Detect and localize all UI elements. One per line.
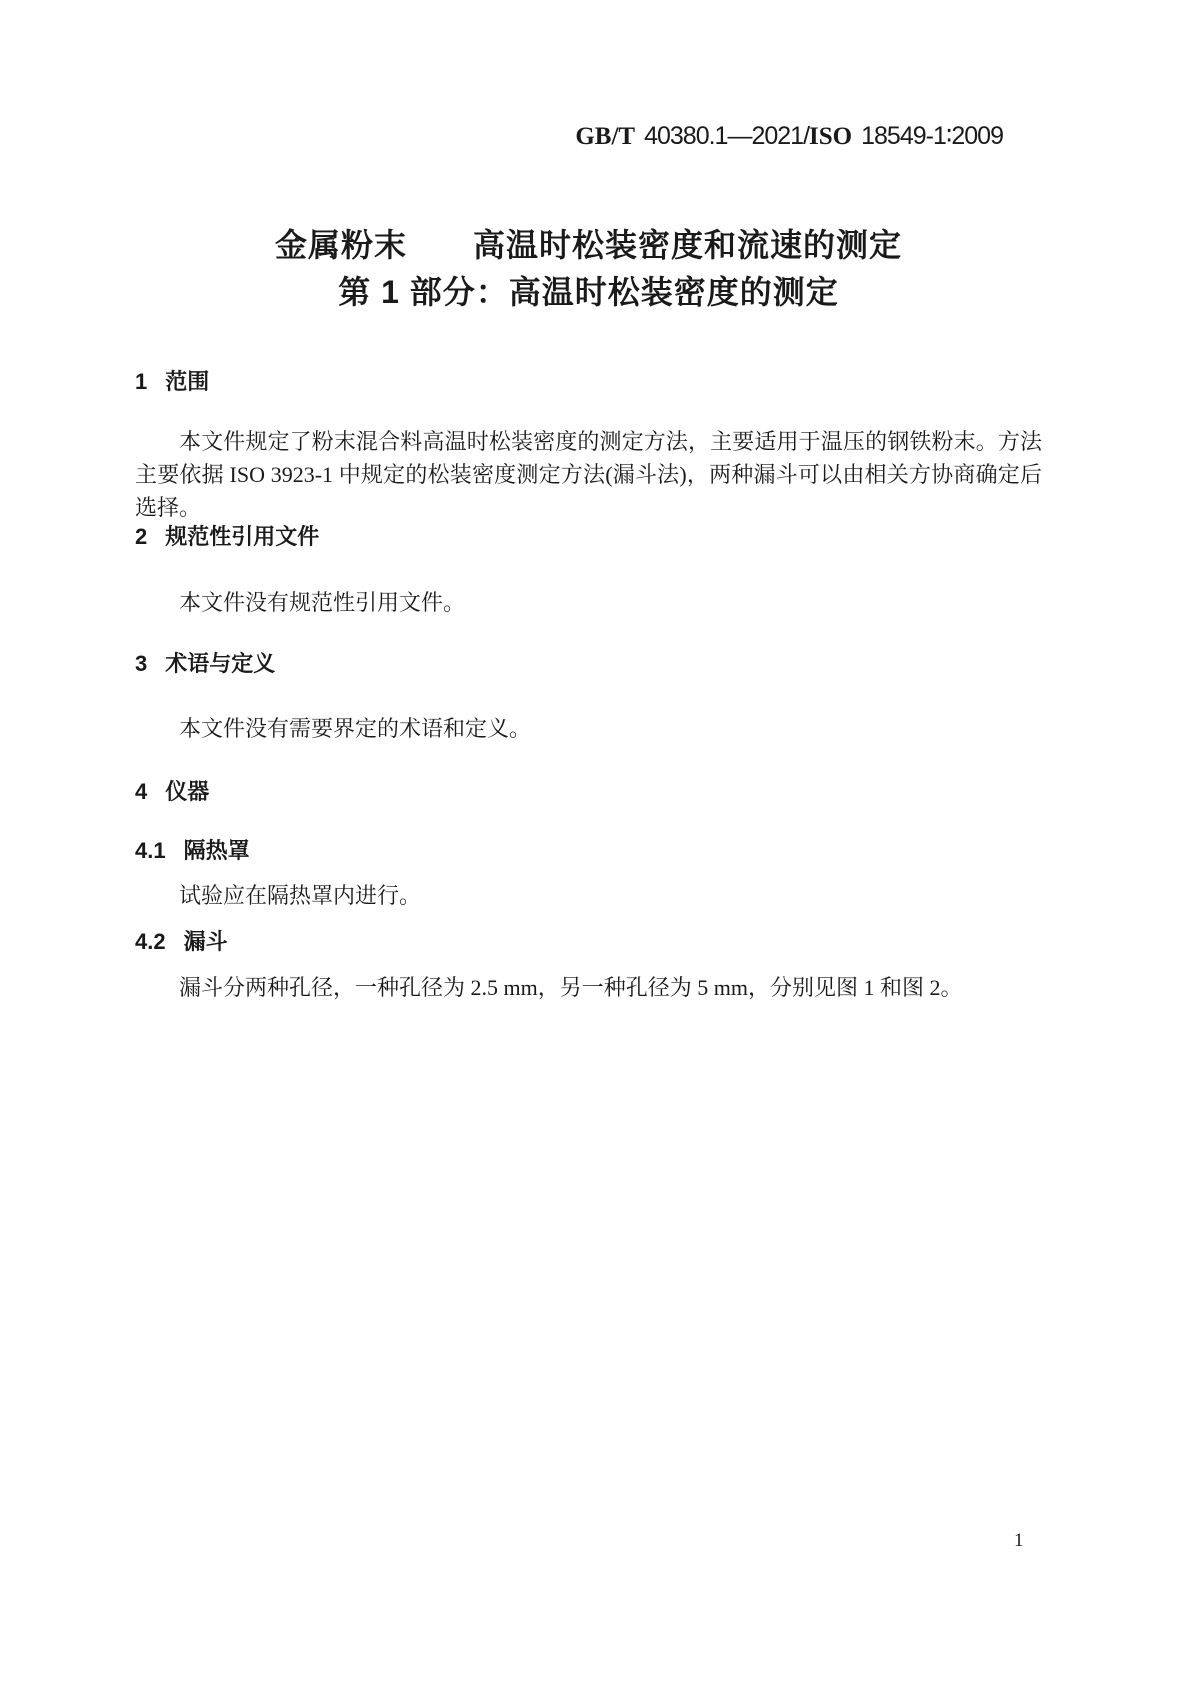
section-4-number: 4	[135, 779, 148, 804]
section-4-title: 仪器	[165, 779, 210, 804]
section-2-heading	[135, 525, 319, 549]
standard-code-iso-number: 18549-1∶2009	[861, 122, 1003, 150]
section-3-paragraph: 本文件没有需要界定的术语和定义。	[179, 716, 532, 741]
section-3-title: 术语与定义	[165, 651, 276, 676]
section-4-heading	[135, 780, 209, 804]
section-1-title: 范围	[165, 369, 210, 394]
standard-code-iso-prefix: ISO	[809, 123, 853, 150]
section-4-2-title: 漏斗	[183, 929, 228, 954]
section-1-paragraph: 本文件规定了粉末混合料高温时松装密度的测定方法，主要适用于温压的钢铁粉末。方法主要依据 ISO 3923-1 中规定的松装密度测定方法(漏斗法)，两种漏斗可以由相关方协商确定后选择。	[135, 429, 1042, 520]
document-title	[135, 222, 1042, 316]
page-number: 1	[1014, 1530, 1024, 1551]
section-4-1-title: 隔热罩	[183, 838, 250, 863]
standard-code	[0, 121, 1003, 151]
section-3-heading	[135, 652, 275, 676]
document-title-line-1: 金属粉末 高温时松装密度和流速的测定	[274, 227, 902, 263]
section-4-2-paragraph: 漏斗分两种孔径，一种孔径为 2.5 mm，另一种孔径为 5 mm，分别见图 1 和图 2。	[179, 975, 963, 1000]
section-1-heading	[135, 370, 209, 394]
standard-code-separator: /	[803, 122, 810, 150]
section-3-number: 3	[135, 651, 148, 676]
standard-code-gb-number: 40380.1—2021	[644, 122, 804, 150]
document-title-line-2: 第 1 部分：高温时松装密度的测定	[338, 274, 839, 310]
section-2-number: 2	[135, 524, 148, 549]
section-4-2-heading	[135, 930, 228, 954]
section-2-paragraph: 本文件没有规范性引用文件。	[179, 590, 466, 615]
section-4-1-paragraph: 试验应在隔热罩内进行。	[179, 883, 422, 908]
section-1-number: 1	[135, 369, 148, 394]
section-4-1-heading	[135, 839, 250, 863]
section-4-2-number: 4.2	[135, 929, 166, 954]
section-4-1-number: 4.1	[135, 838, 166, 863]
standard-code-gb-prefix: GB/T	[575, 123, 636, 150]
section-2-title: 规范性引用文件	[165, 524, 320, 549]
